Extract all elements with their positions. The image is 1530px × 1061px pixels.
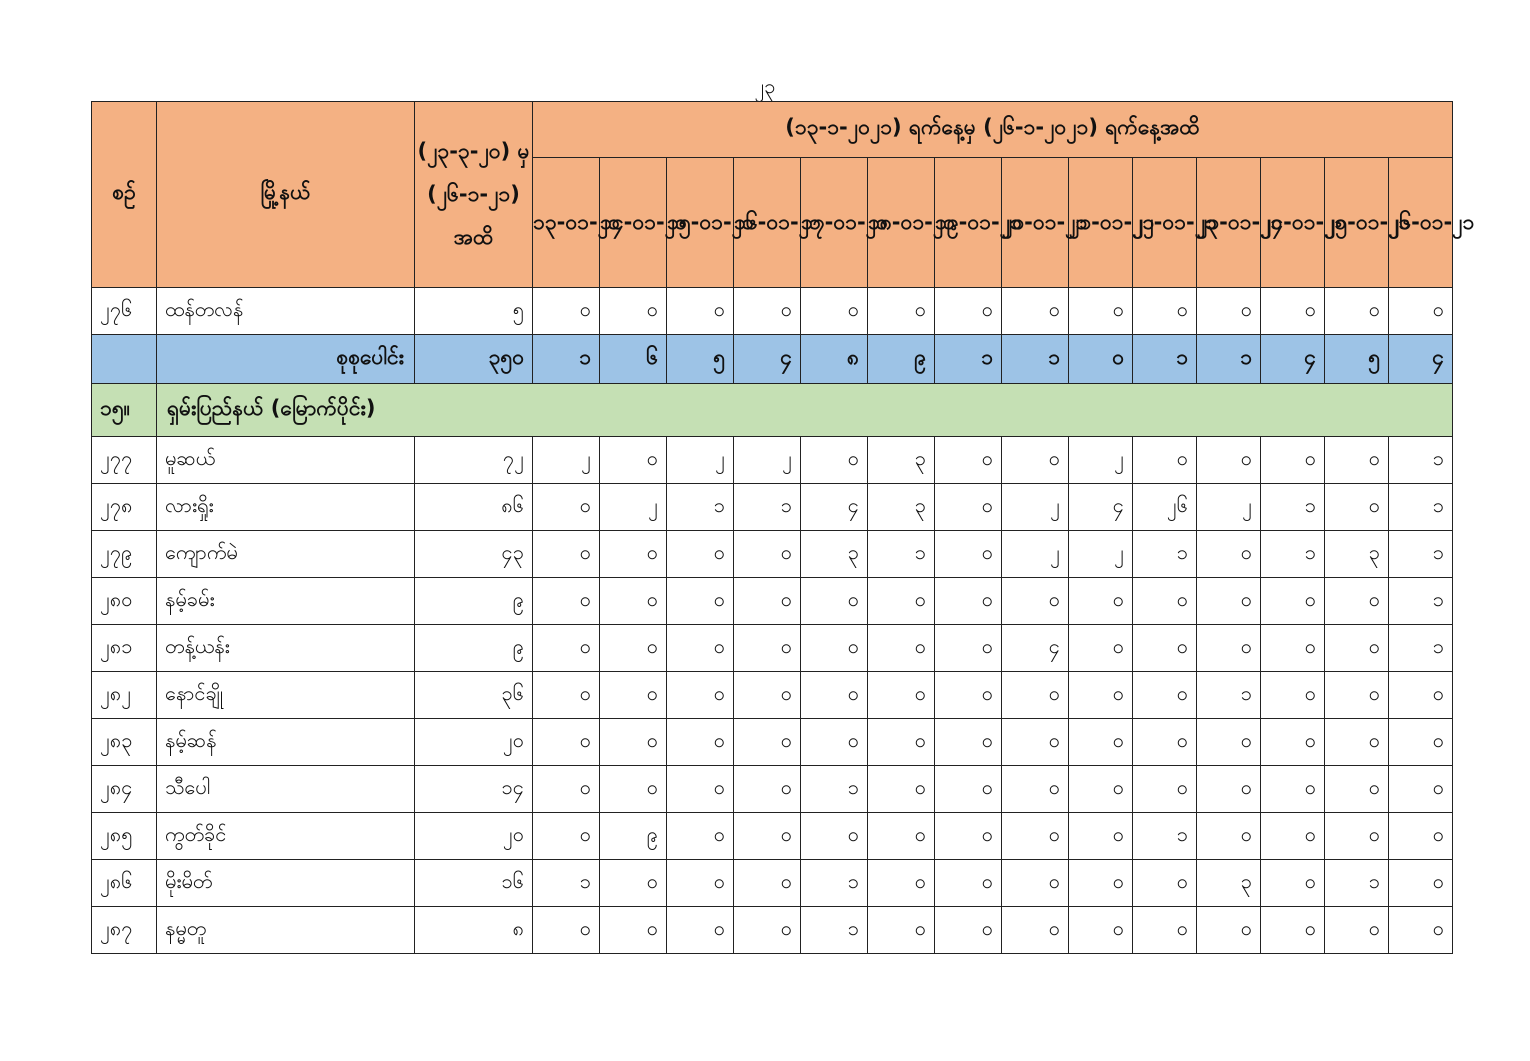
header-period: (၁၃-၁-၂၀၂၁) ရက်နေ့မှ (၂၆-၁-၂၀၂၁) ရက်နေ့အထိ: [533, 102, 1453, 158]
daily-count: ၁: [1325, 860, 1389, 907]
table-row: [92, 288, 1453, 335]
township-name: မူဆယ်: [157, 437, 415, 484]
daily-count: ၀: [1069, 578, 1133, 625]
daily-count: ၀: [1325, 766, 1389, 813]
total-daily: ၈: [801, 335, 868, 384]
daily-count: ၀: [734, 578, 801, 625]
daily-count: ၁: [1389, 437, 1453, 484]
header-serial: စဉ်: [92, 102, 157, 288]
cumulative-total: ၇၂: [415, 437, 533, 484]
daily-count: ၀: [935, 907, 1002, 954]
daily-count: ၂: [1197, 484, 1261, 531]
daily-count: ၀: [1197, 813, 1261, 860]
daily-count: ၀: [600, 531, 667, 578]
daily-count: ၀: [935, 531, 1002, 578]
total-daily: ၄: [734, 335, 801, 384]
township-name: ထန်တလန်: [157, 288, 415, 335]
daily-count: ၀: [1325, 578, 1389, 625]
cumulative-total: ၃၆: [415, 672, 533, 719]
daily-count: ၃: [1197, 860, 1261, 907]
cumulative-total: ၅: [415, 288, 533, 335]
row-serial: ၂၈၇: [92, 907, 157, 954]
daily-count: ၀: [801, 625, 868, 672]
header-cumulative-range: (၂၃-၃-၂၀) မှ (၂၆-၁-၂၁) အထိ: [415, 102, 533, 288]
daily-count: ၀: [1069, 719, 1133, 766]
daily-count: ၀: [533, 813, 600, 860]
daily-count: ၀: [1197, 766, 1261, 813]
daily-count: ၀: [1261, 860, 1325, 907]
daily-count: ၀: [1002, 288, 1069, 335]
daily-count: ၀: [734, 860, 801, 907]
daily-count: ၀: [1133, 907, 1197, 954]
total-label: စုစုပေါင်း: [157, 335, 415, 384]
daily-count: ၀: [533, 531, 600, 578]
daily-count: ၁: [1389, 484, 1453, 531]
daily-count: ၀: [533, 578, 600, 625]
daily-count: ၂: [1069, 437, 1133, 484]
daily-count: ၁: [1389, 578, 1453, 625]
header-date: ၂၄-၀၁-၂၁: [1261, 158, 1325, 288]
daily-count: ၃: [801, 531, 868, 578]
daily-count: ၀: [600, 288, 667, 335]
daily-count: ၀: [734, 907, 801, 954]
daily-count: ၀: [1133, 578, 1197, 625]
daily-count: ၁: [868, 531, 935, 578]
cumulative-total: ၉: [415, 578, 533, 625]
table-row: [92, 484, 1453, 531]
daily-count: ၀: [600, 672, 667, 719]
daily-count: ၀: [600, 437, 667, 484]
daily-count: ၀: [1133, 860, 1197, 907]
daily-count: ၀: [935, 860, 1002, 907]
cumulative-total: ၂၀: [415, 719, 533, 766]
row-serial: ၂၈၆: [92, 860, 157, 907]
row-serial: ၂၇၇: [92, 437, 157, 484]
daily-count: ၀: [1261, 907, 1325, 954]
header-date: ၂၀-၀၁-၂၁: [1002, 158, 1069, 288]
header-date: ၂၁-၀၁-၂၁: [1069, 158, 1133, 288]
daily-count: ၀: [1133, 672, 1197, 719]
daily-count: ၀: [801, 813, 868, 860]
cumulative-total: ၁၄: [415, 766, 533, 813]
daily-count: ၉: [600, 813, 667, 860]
daily-count: ၀: [1389, 907, 1453, 954]
daily-count: ၀: [1197, 719, 1261, 766]
daily-count: ၀: [935, 719, 1002, 766]
total-daily: ၁: [533, 335, 600, 384]
daily-count: ၀: [1261, 766, 1325, 813]
daily-count: ၀: [734, 288, 801, 335]
row-serial: ၂၈၄: [92, 766, 157, 813]
daily-count: ၀: [1002, 719, 1069, 766]
header-date: ၁၉-၀၁-၂၁: [935, 158, 1002, 288]
daily-count: ၀: [533, 625, 600, 672]
table-row: [92, 813, 1453, 860]
header-date: ၁၈-၀၁-၂၁: [868, 158, 935, 288]
total-daily: ၄: [1261, 335, 1325, 384]
daily-count: ၀: [667, 719, 734, 766]
table-row: [92, 531, 1453, 578]
header-date: ၂၆-၀၁-၂၁: [1389, 158, 1453, 288]
row-serial: ၂၈၂: [92, 672, 157, 719]
row-serial: ၂၇၉: [92, 531, 157, 578]
daily-count: ၀: [935, 766, 1002, 813]
section-title: ရှမ်းပြည်နယ် (မြောက်ပိုင်း): [157, 384, 1453, 437]
row-serial: ၂၈၁: [92, 625, 157, 672]
daily-count: ၀: [1197, 625, 1261, 672]
daily-count: ၂: [533, 437, 600, 484]
daily-count: ၀: [1389, 860, 1453, 907]
daily-count: ၀: [1325, 719, 1389, 766]
daily-count: ၀: [1261, 437, 1325, 484]
township-name: တန့်ယန်း: [157, 625, 415, 672]
daily-count: ၃: [868, 437, 935, 484]
daily-count: ၀: [868, 907, 935, 954]
daily-count: ၀: [1261, 625, 1325, 672]
cumulative-total: ၈၆: [415, 484, 533, 531]
daily-count: ၀: [868, 766, 935, 813]
total-cumulative: ၃၅၀: [415, 335, 533, 384]
total-daily: ၆: [600, 335, 667, 384]
daily-count: ၀: [533, 484, 600, 531]
row-serial: ၂၇၈: [92, 484, 157, 531]
daily-count: ၀: [1197, 531, 1261, 578]
daily-count: ၀: [533, 719, 600, 766]
header-date: ၂၅-၀၁-၂၁: [1325, 158, 1389, 288]
row-serial: ၂၈၀: [92, 578, 157, 625]
table-row: [92, 719, 1453, 766]
daily-count: ၀: [1325, 672, 1389, 719]
daily-count: ၀: [868, 719, 935, 766]
section-row: [92, 384, 1453, 437]
daily-count: ၁: [533, 860, 600, 907]
total-daily: ၁: [1197, 335, 1261, 384]
daily-count: ၂: [1002, 484, 1069, 531]
daily-count: ၀: [533, 288, 600, 335]
total-daily: ၅: [667, 335, 734, 384]
township-name: နမ္မတူ: [157, 907, 415, 954]
daily-count: ၁: [667, 484, 734, 531]
daily-count: ၀: [1133, 625, 1197, 672]
daily-count: ၀: [868, 672, 935, 719]
daily-count: ၄: [801, 484, 868, 531]
daily-count: ၀: [1069, 625, 1133, 672]
daily-count: ၂: [1002, 531, 1069, 578]
daily-count: ၀: [600, 860, 667, 907]
daily-count: ၀: [1133, 719, 1197, 766]
total-daily: ၉: [868, 335, 935, 384]
township-cases-table: [91, 101, 1475, 954]
daily-count: ၀: [1002, 578, 1069, 625]
daily-count: ၀: [734, 672, 801, 719]
daily-count: ၀: [868, 813, 935, 860]
daily-count: ၁: [1389, 531, 1453, 578]
township-name: လားရှိုး: [157, 484, 415, 531]
daily-count: ၀: [1261, 672, 1325, 719]
daily-count: ၂၆: [1133, 484, 1197, 531]
daily-count: ၀: [1261, 288, 1325, 335]
header-date: ၂၂-၀၁-၂၁: [1133, 158, 1197, 288]
daily-count: ၀: [1197, 437, 1261, 484]
daily-count: ၀: [667, 766, 734, 813]
cumulative-total: ၈: [415, 907, 533, 954]
page-number: ၂၃: [754, 74, 776, 98]
header-date: ၁၃-၀၁-၂၁: [533, 158, 600, 288]
daily-count: ၀: [801, 288, 868, 335]
daily-count: ၀: [600, 578, 667, 625]
header-township: မြို့နယ်: [157, 102, 415, 288]
daily-count: ၀: [1389, 719, 1453, 766]
daily-count: ၀: [600, 907, 667, 954]
daily-count: ၀: [1389, 672, 1453, 719]
header-date: ၂၃-၀၁-၂၁: [1197, 158, 1261, 288]
daily-count: ၀: [1325, 484, 1389, 531]
daily-count: ၀: [935, 288, 1002, 335]
daily-count: ၀: [1325, 907, 1389, 954]
daily-count: ၃: [868, 484, 935, 531]
daily-count: ၀: [1389, 813, 1453, 860]
table-row: [92, 578, 1453, 625]
daily-count: ၀: [600, 625, 667, 672]
daily-count: ၁: [1133, 531, 1197, 578]
daily-count: ၀: [1261, 578, 1325, 625]
row-serial: ၂၇၆: [92, 288, 157, 335]
row-serial: ၂၈၅: [92, 813, 157, 860]
daily-count: ၀: [935, 578, 1002, 625]
daily-count: ၀: [801, 578, 868, 625]
daily-count: ၁: [801, 766, 868, 813]
daily-count: ၀: [1002, 437, 1069, 484]
table-row: [92, 766, 1453, 813]
daily-count: ၀: [1069, 672, 1133, 719]
daily-count: ၁: [1261, 531, 1325, 578]
daily-count: ၀: [801, 437, 868, 484]
daily-count: ၀: [1069, 288, 1133, 335]
township-name: ကျောက်မဲ: [157, 531, 415, 578]
daily-count: ၀: [667, 907, 734, 954]
total-blank: [92, 335, 157, 384]
township-name: မိုးမိတ်: [157, 860, 415, 907]
daily-count: ၀: [1389, 766, 1453, 813]
township-name: နောင်ချို: [157, 672, 415, 719]
daily-count: ၀: [1325, 625, 1389, 672]
daily-count: ၂: [667, 437, 734, 484]
township-name: သီပေါ: [157, 766, 415, 813]
header-date: ၁၄-၀၁-၂၁: [600, 158, 667, 288]
daily-count: ၀: [868, 625, 935, 672]
daily-count: ၀: [1002, 907, 1069, 954]
daily-count: ၄: [1002, 625, 1069, 672]
daily-count: ၀: [1002, 766, 1069, 813]
daily-count: ၁: [801, 860, 868, 907]
township-name: နမ့်ခမ်း: [157, 578, 415, 625]
header-date: ၁၇-၀၁-၂၁: [801, 158, 868, 288]
daily-count: ၀: [801, 719, 868, 766]
total-daily: ၁: [935, 335, 1002, 384]
daily-count: ၀: [667, 860, 734, 907]
daily-count: ၀: [734, 813, 801, 860]
section-number: ၁၅။: [92, 384, 157, 437]
table-row: [92, 860, 1453, 907]
daily-count: ၀: [1133, 766, 1197, 813]
township-name: နမ့်ဆန်: [157, 719, 415, 766]
daily-count: ၀: [600, 766, 667, 813]
daily-count: ၀: [1069, 813, 1133, 860]
cumulative-total: ၄၃: [415, 531, 533, 578]
daily-count: ၃: [1325, 531, 1389, 578]
daily-count: ၀: [1002, 672, 1069, 719]
daily-count: ၀: [667, 288, 734, 335]
daily-count: ၀: [533, 766, 600, 813]
daily-count: ၂: [600, 484, 667, 531]
daily-count: ၀: [935, 484, 1002, 531]
table-row: [92, 907, 1453, 954]
table-row: [92, 625, 1453, 672]
header-date: ၁၆-၀၁-၂၁: [734, 158, 801, 288]
daily-count: ၀: [533, 672, 600, 719]
daily-count: ၀: [1133, 288, 1197, 335]
daily-count: ၀: [1197, 578, 1261, 625]
daily-count: ၀: [1069, 860, 1133, 907]
daily-count: ၀: [1261, 719, 1325, 766]
table-row: [92, 437, 1453, 484]
table-row: [92, 672, 1453, 719]
daily-count: ၀: [935, 625, 1002, 672]
daily-count: ၀: [533, 907, 600, 954]
cumulative-total: ၂၀: [415, 813, 533, 860]
daily-count: ၀: [1261, 813, 1325, 860]
daily-count: ၀: [667, 813, 734, 860]
daily-count: ၀: [667, 578, 734, 625]
total-row: [92, 335, 1453, 384]
daily-count: ၀: [801, 672, 868, 719]
daily-count: ၂: [1069, 531, 1133, 578]
daily-count: ၀: [935, 813, 1002, 860]
header-date: ၁၅-၀၁-၂၁: [667, 158, 734, 288]
daily-count: ၁: [801, 907, 868, 954]
daily-count: ၀: [1069, 766, 1133, 813]
daily-count: ၂: [734, 437, 801, 484]
township-name: ကွတ်ခိုင်: [157, 813, 415, 860]
daily-count: ၀: [734, 625, 801, 672]
daily-count: ၀: [868, 578, 935, 625]
daily-count: ၀: [1325, 437, 1389, 484]
daily-count: ၁: [1389, 625, 1453, 672]
daily-count: ၀: [935, 672, 1002, 719]
daily-count: ၀: [868, 288, 935, 335]
daily-count: ၀: [667, 672, 734, 719]
daily-count: ၀: [868, 860, 935, 907]
daily-count: ၀: [1069, 907, 1133, 954]
daily-count: ၀: [667, 625, 734, 672]
daily-count: ၀: [1002, 860, 1069, 907]
daily-count: ၄: [1069, 484, 1133, 531]
row-serial: ၂၈၃: [92, 719, 157, 766]
total-daily: ၁: [1002, 335, 1069, 384]
total-daily: ၄: [1389, 335, 1453, 384]
daily-count: ၀: [734, 531, 801, 578]
daily-count: ၀: [1325, 813, 1389, 860]
daily-count: ၀: [1133, 437, 1197, 484]
cumulative-total: ၁၆: [415, 860, 533, 907]
daily-count: ၀: [935, 437, 1002, 484]
daily-count: ၀: [1002, 813, 1069, 860]
cumulative-total: ၉: [415, 625, 533, 672]
daily-count: ၁: [734, 484, 801, 531]
total-daily: ၁: [1133, 335, 1197, 384]
daily-count: ၀: [734, 719, 801, 766]
daily-count: ၀: [600, 719, 667, 766]
daily-count: ၁: [1197, 672, 1261, 719]
daily-count: ၀: [734, 766, 801, 813]
daily-count: ၁: [1133, 813, 1197, 860]
daily-count: ၀: [1197, 907, 1261, 954]
daily-count: ၀: [1325, 288, 1389, 335]
daily-count: ၀: [667, 531, 734, 578]
daily-count: ၀: [1389, 288, 1453, 335]
total-daily: ၅: [1325, 335, 1389, 384]
daily-count: ၀: [1197, 288, 1261, 335]
total-daily: ၀: [1069, 335, 1133, 384]
daily-count: ၁: [1261, 484, 1325, 531]
